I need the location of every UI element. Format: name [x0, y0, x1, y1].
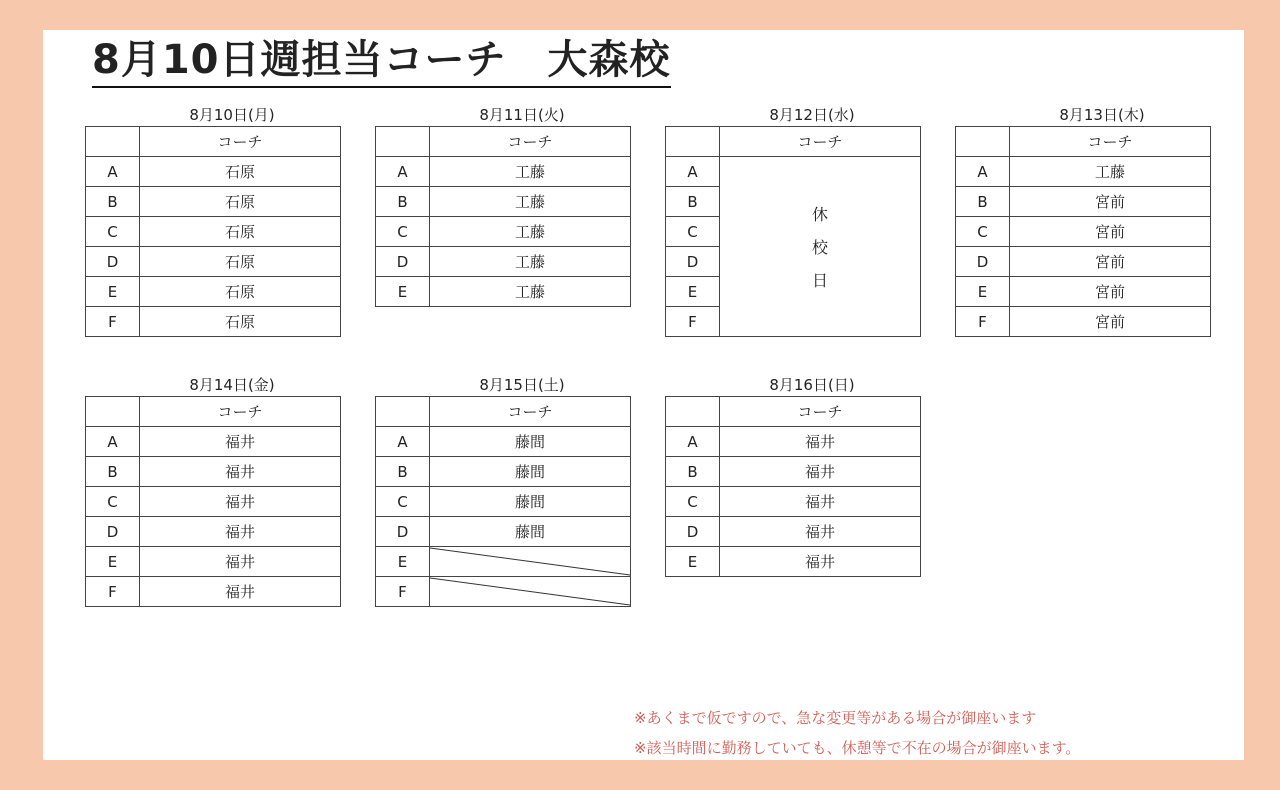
note-line: ※あくまで仮ですので、急な変更等がある場合が御座います [634, 709, 1037, 727]
coach-cell: 石原 [140, 217, 341, 247]
day-date-label: 8月16日(日) [769, 376, 855, 394]
day-schedule [375, 374, 631, 607]
table-row [376, 547, 631, 577]
day-schedule [375, 104, 631, 307]
table-row [956, 307, 1211, 337]
slot-cell: A [86, 427, 140, 457]
slot-cell: C [666, 487, 720, 517]
slot-cell: E [956, 277, 1010, 307]
slot-cell: B [666, 187, 720, 217]
notes [634, 703, 1080, 763]
header-blank-cell [666, 397, 720, 427]
schedule-table [955, 126, 1211, 337]
slot-cell: E [666, 547, 720, 577]
table-row [956, 217, 1211, 247]
coach-cell: 藤間 [430, 427, 631, 457]
table-row [666, 487, 921, 517]
table-row [376, 427, 631, 457]
coach-cell: 福井 [720, 427, 921, 457]
coach-cell: 福井 [140, 547, 341, 577]
coach-cell: 福井 [140, 487, 341, 517]
slot-cell: F [86, 307, 140, 337]
table-row [956, 187, 1211, 217]
table-header-row [956, 127, 1211, 157]
slot-cell: B [666, 457, 720, 487]
slot-cell: F [666, 307, 720, 337]
slot-cell: A [666, 427, 720, 457]
table-row [956, 247, 1211, 277]
slot-cell: F [376, 577, 430, 607]
slot-cell: D [376, 517, 430, 547]
slot-cell: C [956, 217, 1010, 247]
coach-cell: 工藤 [430, 217, 631, 247]
table-row [86, 277, 341, 307]
table-row [956, 277, 1211, 307]
coach-cell: 石原 [140, 307, 341, 337]
coach-cell: 工藤 [1010, 157, 1211, 187]
coach-cell: 宮前 [1010, 187, 1211, 217]
holiday-cell [720, 157, 921, 337]
header-coach-cell: コーチ [430, 397, 631, 427]
coach-cell: 工藤 [430, 187, 631, 217]
slot-cell: B [956, 187, 1010, 217]
slot-cell: D [666, 247, 720, 277]
day-schedule [665, 374, 921, 577]
slot-cell: F [956, 307, 1010, 337]
header-coach-cell: コーチ [1010, 127, 1211, 157]
coach-cell: 工藤 [430, 277, 631, 307]
header-blank-cell [376, 127, 430, 157]
schedule-table [375, 126, 631, 307]
coach-cell: 石原 [140, 277, 341, 307]
strike-line [430, 577, 630, 606]
empty-slot-cell [430, 577, 631, 607]
page-title: 8月10日週担当コーチ 大森校 [92, 36, 671, 88]
table-row [86, 547, 341, 577]
day-schedule [85, 374, 341, 607]
slot-cell: B [376, 187, 430, 217]
slot-cell: A [376, 427, 430, 457]
slot-cell: D [86, 517, 140, 547]
table-header-row [86, 397, 341, 427]
header-coach-cell: コーチ [720, 397, 921, 427]
header-coach-cell: コーチ [140, 397, 341, 427]
slot-cell: C [86, 487, 140, 517]
holiday-char: 休 [811, 205, 828, 224]
schedule-table [665, 126, 921, 337]
table-row [376, 157, 631, 187]
empty-slot-cell [430, 547, 631, 577]
header-blank-cell [86, 397, 140, 427]
slot-cell: B [376, 457, 430, 487]
slot-cell: D [86, 247, 140, 277]
day-date-label: 8月14日(金) [189, 376, 275, 394]
slot-cell: F [86, 577, 140, 607]
day-date-label: 8月15日(土) [479, 376, 565, 394]
slot-cell: E [376, 277, 430, 307]
day-date-label: 8月13日(木) [1059, 106, 1145, 124]
header-coach-cell: コーチ [720, 127, 921, 157]
coach-cell: 石原 [140, 157, 341, 187]
table-row [86, 157, 341, 187]
slot-cell: E [86, 277, 140, 307]
coach-cell: 工藤 [430, 247, 631, 277]
table-row [86, 187, 341, 217]
header-coach-cell: コーチ [430, 127, 631, 157]
table-row [86, 577, 341, 607]
table-row [86, 457, 341, 487]
coach-cell: 宮前 [1010, 217, 1211, 247]
slot-cell: C [376, 217, 430, 247]
slot-cell: C [376, 487, 430, 517]
slot-cell: E [86, 547, 140, 577]
table-row [86, 217, 341, 247]
coach-cell: 工藤 [430, 157, 631, 187]
schedule-table [85, 126, 341, 337]
slot-cell: B [86, 457, 140, 487]
slot-cell: A [376, 157, 430, 187]
day-schedule [665, 104, 921, 337]
table-row [376, 457, 631, 487]
schedule-table [665, 396, 921, 577]
coach-cell: 宮前 [1010, 307, 1211, 337]
table-header-row [666, 397, 921, 427]
header-blank-cell [376, 397, 430, 427]
table-row [86, 487, 341, 517]
coach-cell: 藤間 [430, 457, 631, 487]
table-row [86, 517, 341, 547]
table-row [86, 307, 341, 337]
table-header-row [376, 397, 631, 427]
table-row [376, 247, 631, 277]
slot-cell: C [666, 217, 720, 247]
slot-cell: E [666, 277, 720, 307]
slot-cell: E [376, 547, 430, 577]
day-schedule [85, 104, 341, 337]
table-row [666, 457, 921, 487]
slot-cell: B [86, 187, 140, 217]
slot-cell: D [666, 517, 720, 547]
schedule-table [85, 396, 341, 607]
holiday-char: 校 [811, 238, 828, 257]
strike-line [430, 547, 630, 576]
coach-cell: 石原 [140, 247, 341, 277]
table-row [956, 157, 1211, 187]
table-row [376, 277, 631, 307]
coach-cell: 石原 [140, 187, 341, 217]
slot-cell: A [956, 157, 1010, 187]
slot-cell: D [956, 247, 1010, 277]
table-row [376, 487, 631, 517]
coach-cell: 福井 [140, 457, 341, 487]
note-line: ※該当時間に勤務していても、休憩等で不在の場合が御座います。 [634, 739, 1081, 757]
holiday-char: 日 [811, 271, 828, 290]
coach-cell: 福井 [720, 457, 921, 487]
table-row [666, 427, 921, 457]
table-header-row [86, 127, 341, 157]
table-row [666, 157, 921, 187]
table-row [86, 247, 341, 277]
coach-cell: 福井 [140, 577, 341, 607]
coach-cell: 宮前 [1010, 277, 1211, 307]
header-blank-cell [666, 127, 720, 157]
table-row [666, 547, 921, 577]
table-row [376, 217, 631, 247]
schedule-table [375, 396, 631, 607]
table-header-row [666, 127, 921, 157]
coach-cell: 福井 [140, 427, 341, 457]
day-date-label: 8月10日(月) [189, 106, 275, 124]
day-schedule [955, 104, 1211, 337]
table-row [376, 517, 631, 547]
coach-cell: 藤間 [430, 487, 631, 517]
slot-cell: C [86, 217, 140, 247]
coach-cell: 福井 [720, 517, 921, 547]
slot-cell: A [666, 157, 720, 187]
coach-cell: 福井 [720, 547, 921, 577]
table-row [376, 577, 631, 607]
coach-cell: 福井 [140, 517, 341, 547]
table-row [86, 427, 341, 457]
day-date-label: 8月11日(火) [479, 106, 565, 124]
table-row [376, 187, 631, 217]
table-row [666, 517, 921, 547]
header-blank-cell [956, 127, 1010, 157]
coach-cell: 宮前 [1010, 247, 1211, 277]
day-date-label: 8月12日(水) [769, 106, 855, 124]
header-coach-cell: コーチ [140, 127, 341, 157]
coach-cell: 福井 [720, 487, 921, 517]
coach-cell: 藤間 [430, 517, 631, 547]
slot-cell: D [376, 247, 430, 277]
slot-cell: A [86, 157, 140, 187]
header-blank-cell [86, 127, 140, 157]
table-header-row [376, 127, 631, 157]
